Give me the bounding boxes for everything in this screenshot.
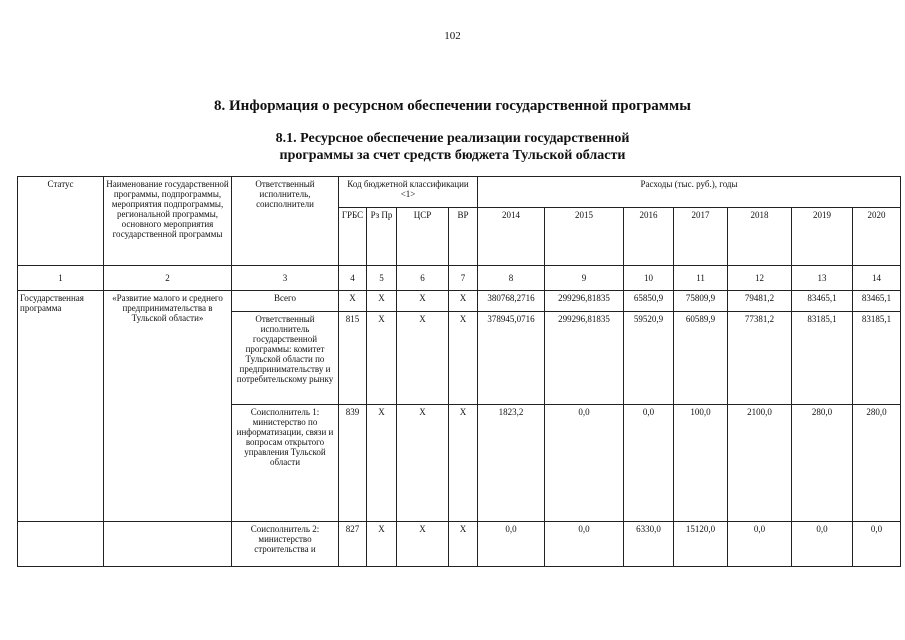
value-cell: 15120,0 [674, 522, 728, 567]
column-number: 4 [339, 266, 367, 291]
column-number: 2 [104, 266, 232, 291]
value-cell: 83465,1 [853, 291, 901, 312]
subheading-line-2: программы за счет средств бюджета Тульской области [279, 148, 626, 163]
value-cell: 60589,9 [674, 312, 728, 405]
executor-cell: Соисполнитель 2: министерство строительства и [232, 522, 339, 567]
value-cell: 83465,1 [792, 291, 853, 312]
status-cell-empty [18, 522, 104, 567]
header-budget-code: Код бюджетной классификации <1> [339, 177, 478, 208]
value-cell: 0,0 [792, 522, 853, 567]
vr-cell: X [449, 522, 478, 567]
value-cell: 280,0 [853, 405, 901, 522]
column-number: 5 [367, 266, 397, 291]
header-executor: Ответственный исполнитель, соисполнители [232, 177, 339, 266]
value-cell: 65850,9 [624, 291, 674, 312]
value-cell: 380768,2716 [478, 291, 545, 312]
section-heading: 8. Информация о ресурсном обеспечении государственной программы [214, 98, 691, 114]
column-number: 9 [545, 266, 624, 291]
grbs-cell: 827 [339, 522, 367, 567]
column-number: 14 [853, 266, 901, 291]
value-cell: 83185,1 [853, 312, 901, 405]
page-number: 102 [444, 30, 461, 42]
grbs-cell: 839 [339, 405, 367, 522]
csr-cell: X [397, 405, 449, 522]
csr-cell: X [397, 312, 449, 405]
subsection-heading [0, 130, 905, 164]
vr-cell: X [449, 312, 478, 405]
value-cell: 0,0 [545, 522, 624, 567]
column-number: 11 [674, 266, 728, 291]
grbs-cell: X [339, 291, 367, 312]
value-cell: 280,0 [792, 405, 853, 522]
executor-cell: Соисполнитель 1: министерство по информатизации, связи и вопросам открытого управления Тульской области [232, 405, 339, 522]
header-year: 2018 [728, 208, 792, 266]
value-cell: 0,0 [545, 405, 624, 522]
value-cell: 0,0 [853, 522, 901, 567]
status-cell: Государственная программа [18, 291, 104, 522]
header-year: 2017 [674, 208, 728, 266]
column-number: 8 [478, 266, 545, 291]
header-rzpr: Рз Пр [367, 208, 397, 266]
executor-cell: Ответственный исполнитель государственной программы: комитет Тульской области по предпринимательству и потребительскому рынку [232, 312, 339, 405]
column-number: 6 [397, 266, 449, 291]
column-number: 13 [792, 266, 853, 291]
vr-cell: X [449, 405, 478, 522]
header-year: 2019 [792, 208, 853, 266]
header-year: 2014 [478, 208, 545, 266]
value-cell: 100,0 [674, 405, 728, 522]
vr-cell: X [449, 291, 478, 312]
table-row [18, 522, 901, 567]
header-year: 2015 [545, 208, 624, 266]
value-cell: 2100,0 [728, 405, 792, 522]
header-year: 2016 [624, 208, 674, 266]
rzpr-cell: X [367, 291, 397, 312]
column-number: 12 [728, 266, 792, 291]
header-expenses: Расходы (тыс. руб.), годы [478, 177, 901, 208]
header-row-1 [18, 177, 901, 208]
column-number: 10 [624, 266, 674, 291]
header-year: 2020 [853, 208, 901, 266]
value-cell: 6330,0 [624, 522, 674, 567]
rzpr-cell: X [367, 312, 397, 405]
program-name-cell-empty [104, 522, 232, 567]
subheading-line-1: 8.1. Ресурсное обеспечение реализации государственной [275, 131, 630, 146]
rzpr-cell: X [367, 405, 397, 522]
value-cell: 75809,9 [674, 291, 728, 312]
header-csr: ЦСР [397, 208, 449, 266]
header-status: Статус [18, 177, 104, 266]
column-number: 3 [232, 266, 339, 291]
value-cell: 299296,81835 [545, 312, 624, 405]
csr-cell: X [397, 291, 449, 312]
column-number: 7 [449, 266, 478, 291]
value-cell: 1823,2 [478, 405, 545, 522]
value-cell: 299296,81835 [545, 291, 624, 312]
program-name-cell: «Развитие малого и среднего предпринимательства в Тульской области» [104, 291, 232, 522]
value-cell: 59520,9 [624, 312, 674, 405]
value-cell: 79481,2 [728, 291, 792, 312]
value-cell: 0,0 [728, 522, 792, 567]
column-number-row [18, 266, 901, 291]
header-grbs: ГРБС [339, 208, 367, 266]
executor-cell: Всего [232, 291, 339, 312]
table-row [18, 291, 901, 312]
header-vr: ВР [449, 208, 478, 266]
header-name: Наименование государственной программы, подпрограммы, мероприятия подпрограммы, региональной программы, основного мероприятия государственной программы [104, 177, 232, 266]
value-cell: 83185,1 [792, 312, 853, 405]
value-cell: 77381,2 [728, 312, 792, 405]
csr-cell: X [397, 522, 449, 567]
resource-table [17, 176, 901, 567]
column-number: 1 [18, 266, 104, 291]
grbs-cell: 815 [339, 312, 367, 405]
rzpr-cell: X [367, 522, 397, 567]
value-cell: 378945,0716 [478, 312, 545, 405]
value-cell: 0,0 [478, 522, 545, 567]
value-cell: 0,0 [624, 405, 674, 522]
